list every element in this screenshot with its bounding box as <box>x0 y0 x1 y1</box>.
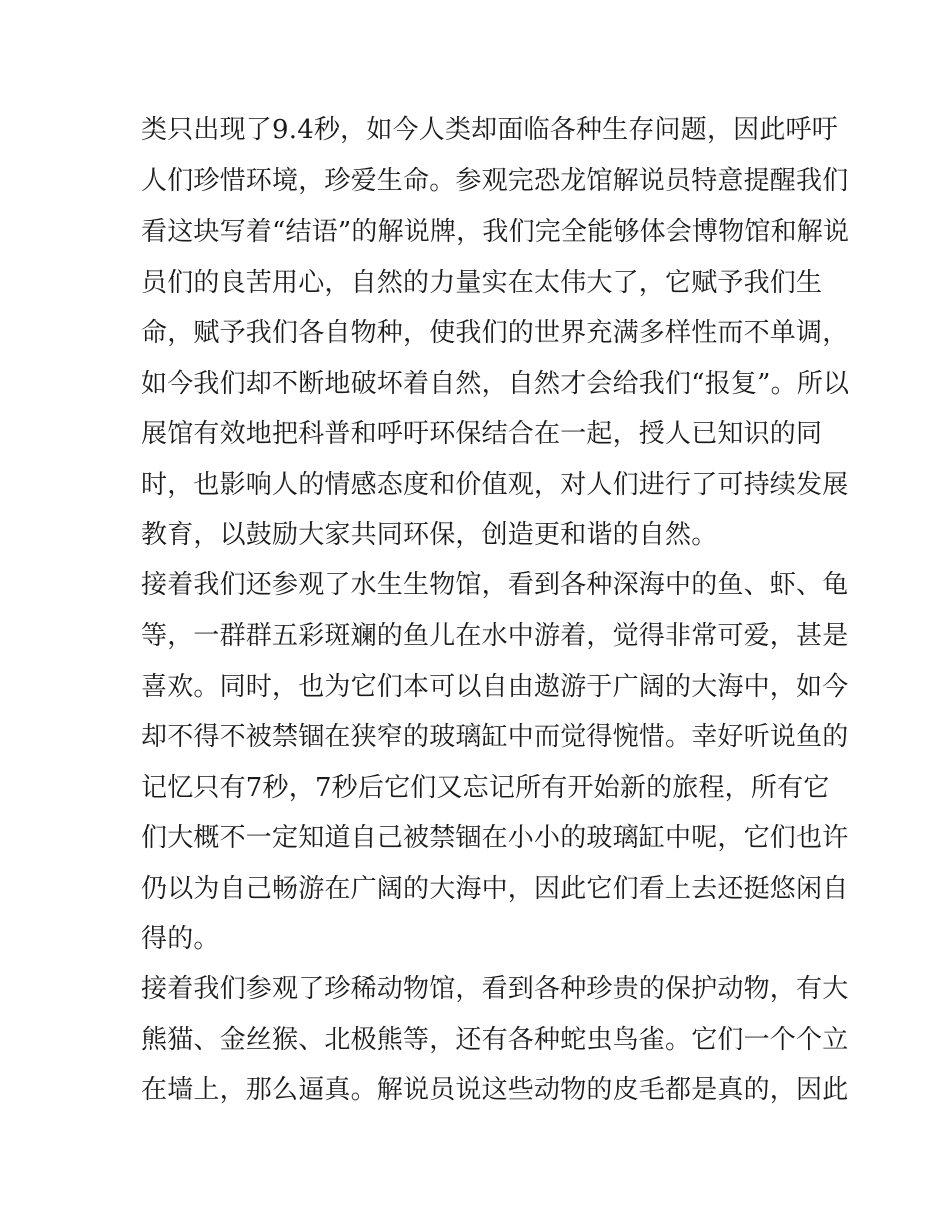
text-line: 记忆只有7秒，7秒后它们又忘记所有开始新的旅程，所有它 <box>141 773 830 803</box>
text-line: 熊猫、金丝猴、北极熊等，还有各种蛇虫鸟雀。它们一个个立 <box>141 1025 849 1055</box>
text-line: 人们珍惜环境，珍爱生命。参观完恐龙馆解说员特意提醒我们 <box>141 166 849 196</box>
text-line: 员们的良苦用心，自然的力量实在太伟大了，它赋予我们生 <box>141 268 823 298</box>
text-line: 接着我们还参观了水生生物馆，看到各种深海中的鱼、虾、龟 <box>141 570 849 600</box>
text-line: 在墙上，那么逼真。解说员说这些动物的皮毛都是真的，因此 <box>141 1075 849 1105</box>
text-line: 接着我们参观了珍稀动物馆，看到各种珍贵的保护动物，有大 <box>141 974 849 1004</box>
text-line: 看这块写着“结语”的解说牌，我们完全能够体会博物馆和解说 <box>141 217 850 247</box>
text-line: 仍以为自己畅游在广阔的大海中，因此它们看上去还挺悠闲自 <box>141 874 849 904</box>
text-line: 如今我们却不断地破坏着自然，自然才会给我们“报复”。所以 <box>141 369 850 399</box>
text-line: 们大概不一定知道自己被禁锢在小小的玻璃缸中呢，它们也许 <box>141 823 849 853</box>
text-line: 命，赋予我们各自物种，使我们的世界充满多样性而不单调， <box>141 318 849 348</box>
text-line: 时，也影响人的情感态度和价值观，对人们进行了可持续发展 <box>141 470 849 500</box>
text-line: 得的。 <box>141 924 220 954</box>
text-line: 却不得不被禁锢在狭窄的玻璃缸中而觉得惋惜。幸好听说鱼的 <box>141 722 849 752</box>
text-line: 喜欢。同时，也为它们本可以自由遨游于广阔的大海中，如今 <box>141 672 849 702</box>
text-line: 类只出现了9.4秒，如今人类却面临各种生存问题，因此呼吁 <box>141 115 838 145</box>
text-line: 等，一群群五彩斑斓的鱼儿在水中游着，觉得非常可爱，甚是 <box>141 621 849 651</box>
text-line: 展馆有效地把科普和呼吁环保结合在一起，授人已知识的同 <box>141 419 823 449</box>
text-line: 教育，以鼓励大家共同环保，创造更和谐的自然。 <box>141 520 718 550</box>
